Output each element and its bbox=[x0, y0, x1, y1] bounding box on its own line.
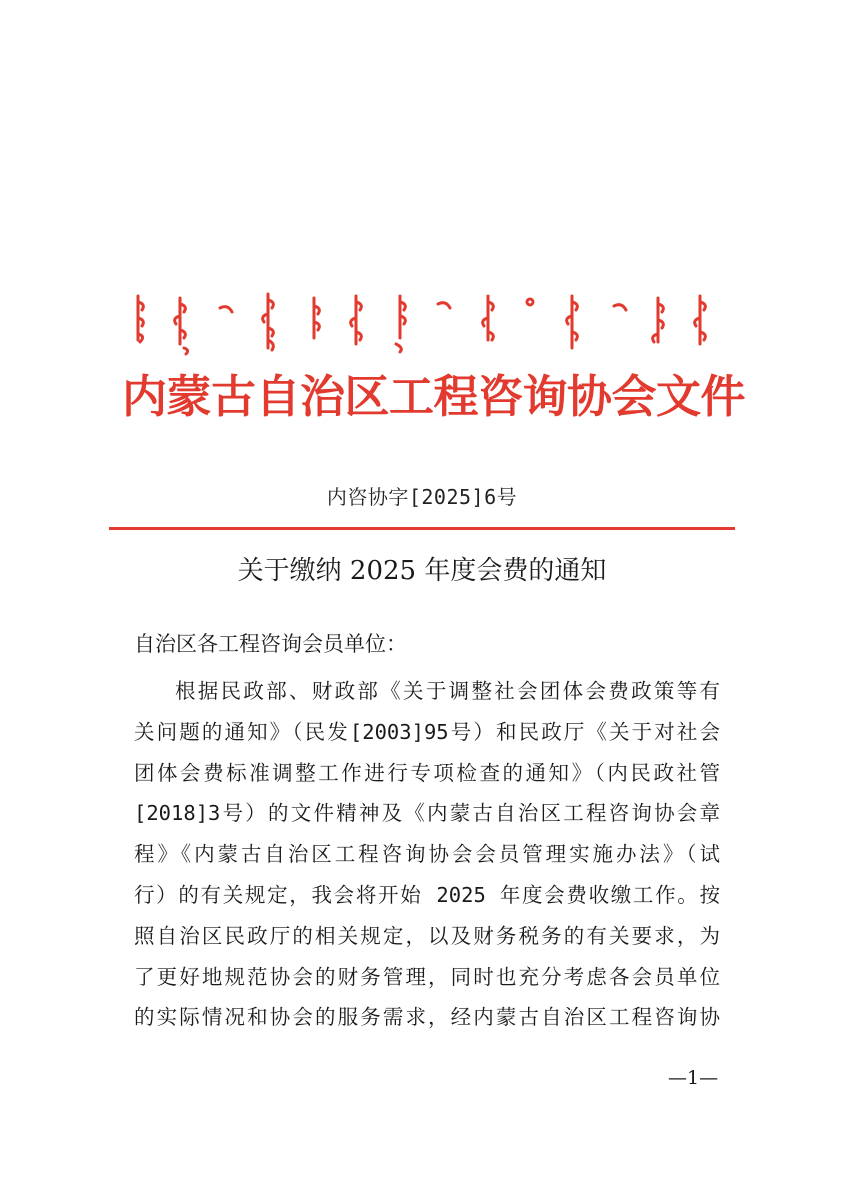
document-number: 内咨协字[2025]6号 bbox=[326, 485, 518, 509]
notice-title: 关于缴纳 2025 年度会费的通知 bbox=[237, 556, 607, 586]
issuer-title: 内蒙古自治区工程咨询协会文件 bbox=[122, 370, 746, 423]
body-line: 照自治区民政厅的相关规定，以及财务税务的有关要求，为 bbox=[134, 923, 720, 948]
page-number: —1— bbox=[668, 1067, 719, 1089]
body-line: 了更好地规范协会的财务管理，同时也充分考虑各会员单位 bbox=[134, 964, 720, 989]
notice-body bbox=[134, 676, 720, 1043]
mongolian-script-banner-icon bbox=[128, 288, 718, 358]
salutation: 自治区各工程咨询会员单位： bbox=[134, 632, 407, 656]
body-line: 程》《内蒙古自治区工程咨询协会会员管理实施办法》（试 bbox=[134, 842, 720, 867]
body-line: 团体会费标准调整工作进行专项检查的通知》（内民政社管 bbox=[134, 760, 720, 785]
red-divider bbox=[109, 527, 735, 530]
body-line: 的实际情况和协会的服务需求，经内蒙古自治区工程咨询协 bbox=[134, 1005, 720, 1030]
body-line: [2018]3号）的文件精神及《内蒙古自治区工程咨询协会章 bbox=[134, 801, 720, 826]
body-line: 关问题的通知》（民发[2003]95号）和民政厅《关于对社会 bbox=[134, 719, 720, 744]
body-line: 行）的有关规定，我会将开始 2025 年度会费收缴工作。按 bbox=[134, 882, 720, 907]
body-line: 根据民政部、财政部《关于调整社会团体会费政策等有 bbox=[175, 679, 720, 703]
